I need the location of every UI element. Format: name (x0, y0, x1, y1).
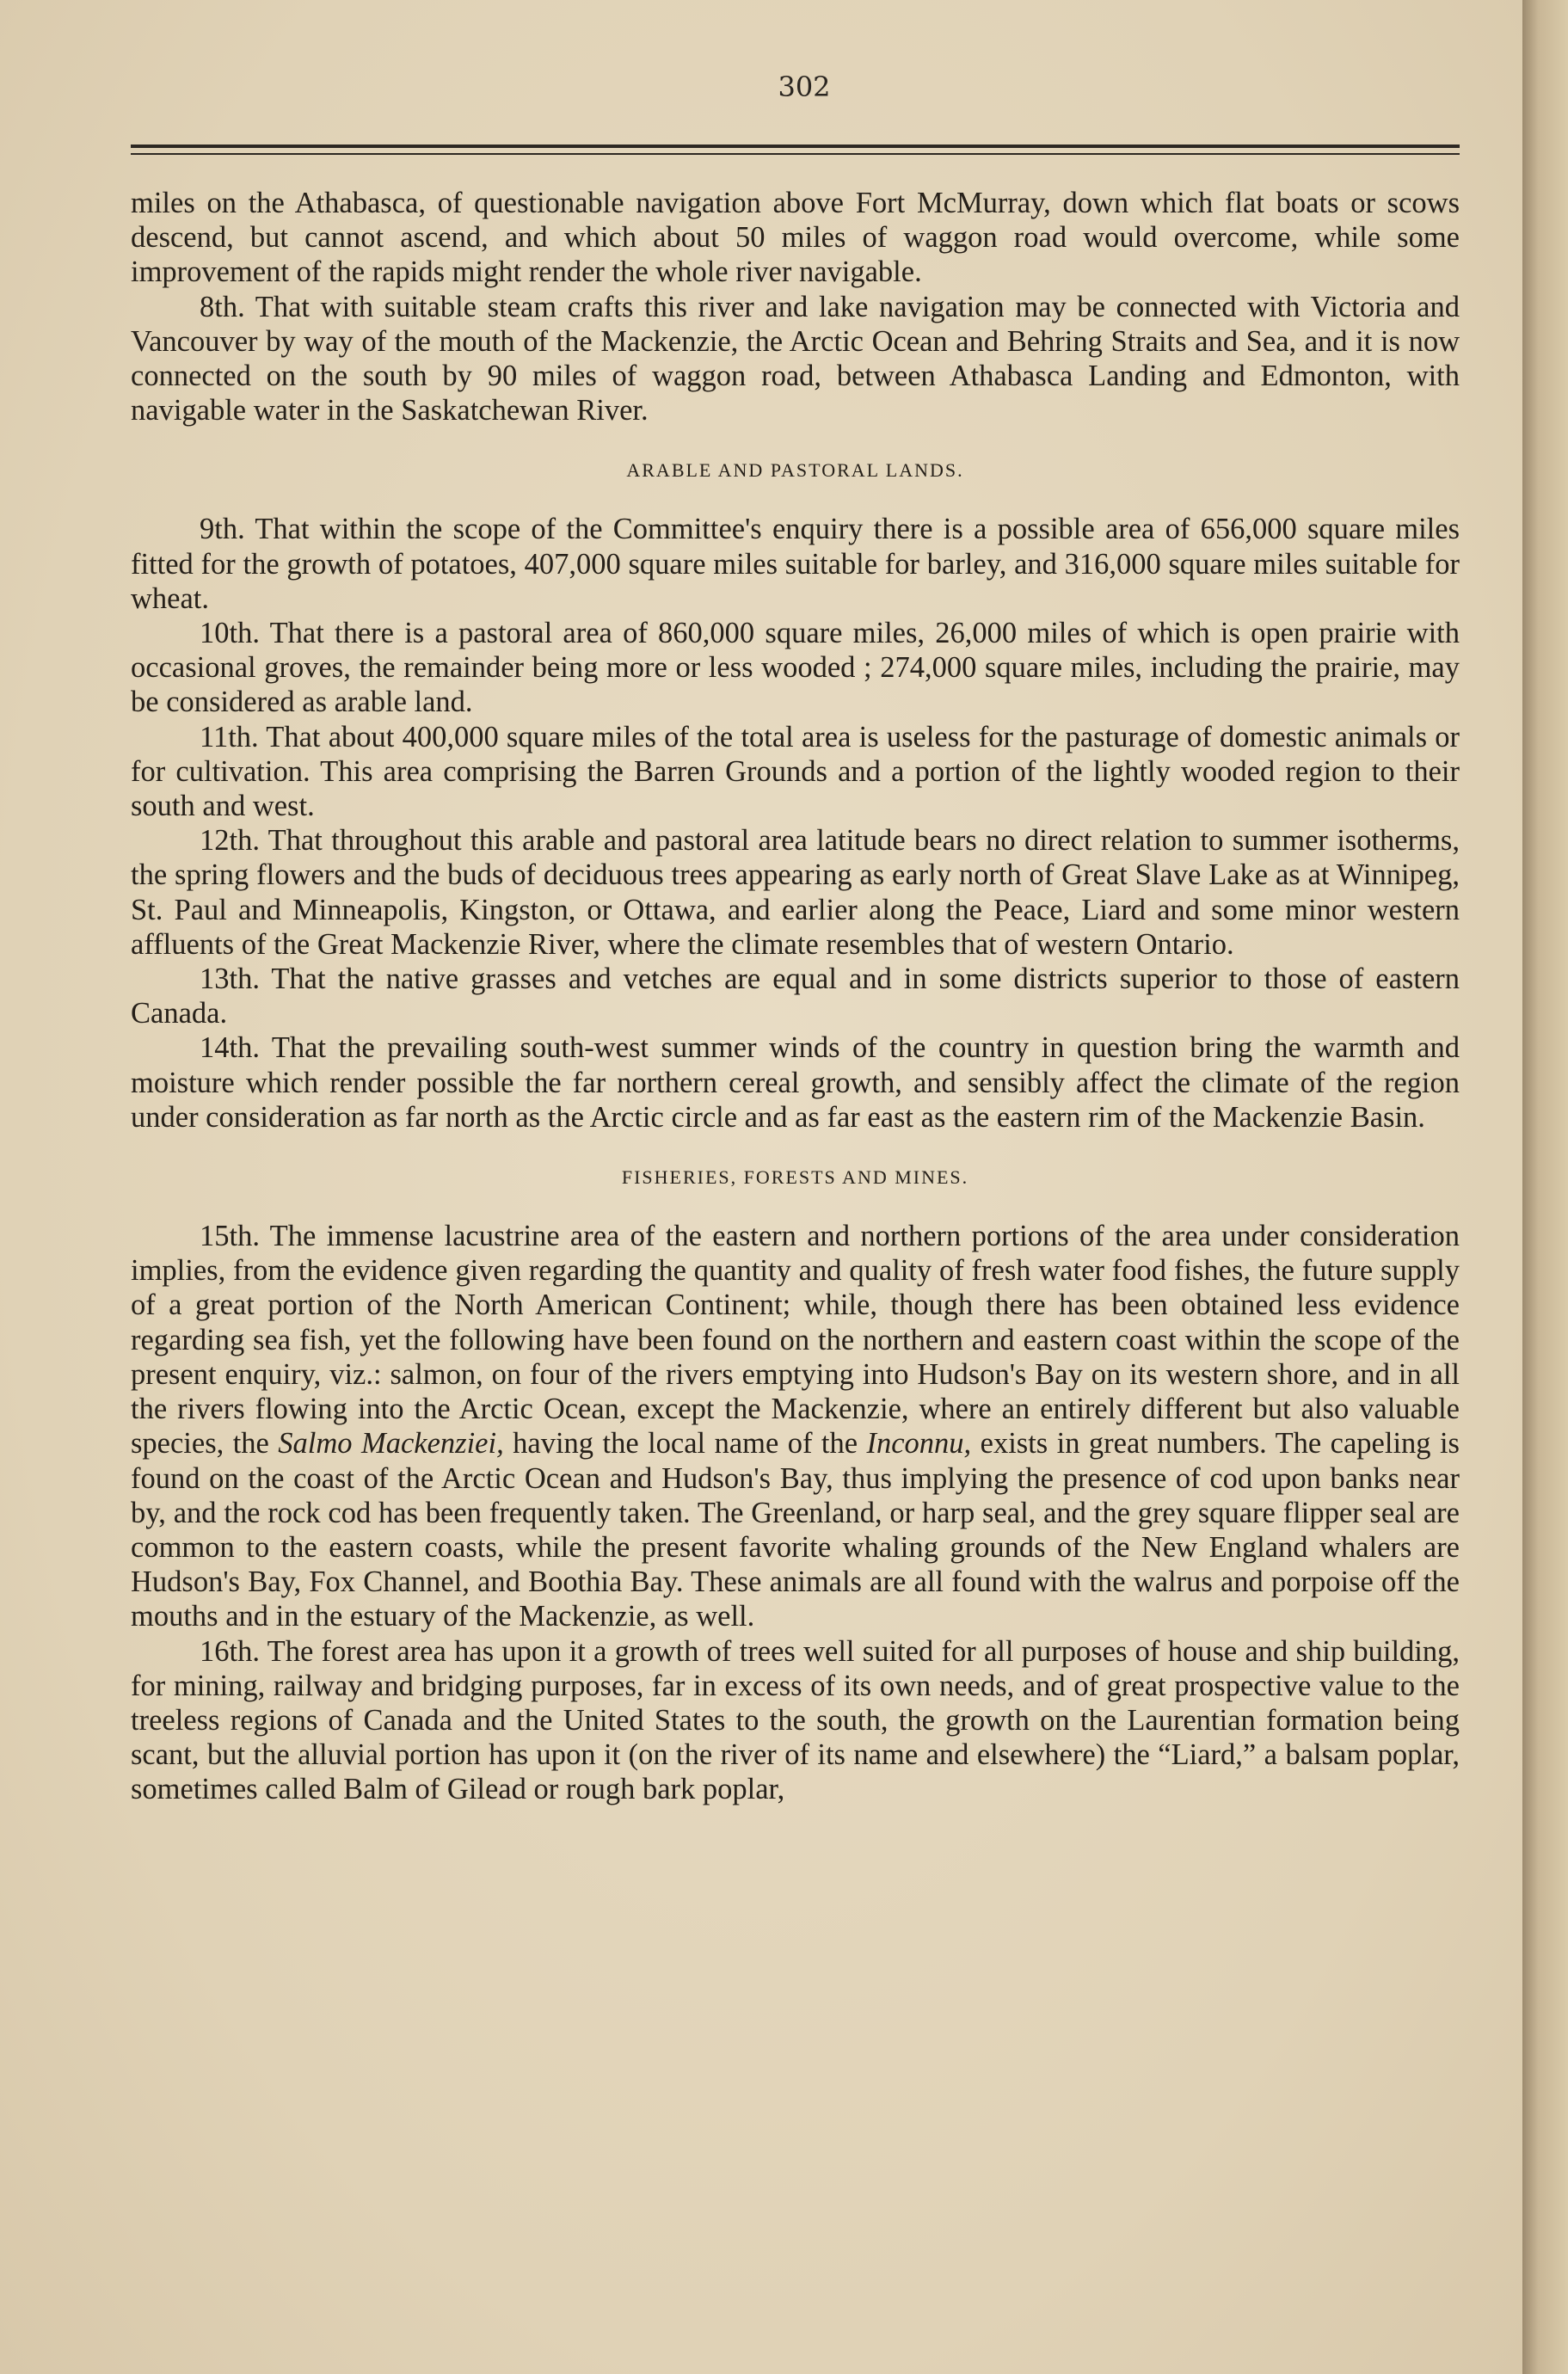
body-text (131, 186, 1460, 1807)
paragraph-15th-part1: 15th. The immense lacustrine area of the eastern and northern portions of the area under consideration implies, from the evidence given regarding the quantity and quality of fresh water food fishes, the future supply of a great portion of the North American Continent; while, though there has been obtained less evidence regarding sea fish, yet the following have been found on the northern and eastern coast within the scope of the present enquiry, viz.: salmon, on four of the rivers emptying into Hudson's Bay on its western shore, and in all the rivers flowing into the Arctic Ocean, except the Mackenzie, where an entirely different but also valuable species, the (131, 1220, 1460, 1461)
paragraph-15th (131, 1219, 1460, 1633)
section-heading-arable: ARABLE AND PASTORAL LANDS. (626, 459, 964, 482)
paragraph-16th: 16th. The forest area has upon it a growth of trees well suited for all purposes of house and ship building, for mining, railway and bridging purposes, far in excess of its own needs, and of great prospective value to the treeless regions of Canada and the United States to the south, the growth on the Laurentian formation being scant, but the alluvial portion has upon it (on the river of its name and elsewhere) the “Liard,” a balsam poplar, sometimes called Balm of Gilead or rough bark poplar, (131, 1634, 1460, 1806)
species-name-inconnu: Inconnu, (866, 1427, 972, 1461)
paragraph-14th: 14th. That the prevailing south-west summer winds of the country in question bring the warmth and moisture which render possible the far northern cereal growth, and sensibly affect the climate of the region under consideration as far north as the Arctic circle and as far east as the eastern rim of the Mackenzie Basin. (131, 1031, 1460, 1134)
paragraph-15th-part2: having the local name of the (503, 1427, 867, 1461)
paragraph-10th: 10th. That there is a pastoral area of 860,000 square miles, 26,000 miles of which is open prairie with occasional groves, the remainder being more or less wooded ; 274,000 square miles, including the prairie, may be considered as arable land. (131, 617, 1460, 719)
paragraph-13th: 13th. That the native grasses and vetches are equal and in some districts superior to those of eastern Canada. (131, 963, 1460, 1030)
paragraph-continued: miles on the Athabasca, of questionable navigation above Fort McMurray, down which flat boats or scows descend, but cannot ascend, and which about 50 miles of waggon road would overcome, while some improvement of the rapids might render the whole river navigable. (131, 187, 1460, 289)
page-number: 302 (778, 71, 831, 103)
section-heading-fisheries: FISHERIES, FORESTS AND MINES. (621, 1166, 969, 1189)
paragraph-8th: 8th. That with suitable steam crafts this river and lake navigation may be connected with Victoria and Vancouver by way of the mouth of the Mackenzie, the Arctic Ocean and Behring Straits and Sea, and it is now connected on the south by 90 miles of waggon road, between Athabasca Landing and Edmonton, with navigable water in the Saskatchewan River. (131, 290, 1460, 427)
paragraph-11th: 11th. That about 400,000 square miles of the total area is useless for the pasturage of domestic animals or for cultivation. This area comprising the Barren Grounds and a portion of the lightly wooded region to their south and west. (131, 720, 1460, 823)
paragraph-9th: 9th. That within the scope of the Committee's enquiry there is a possible area of 656,000 square miles fitted for the growth of potatoes, 407,000 square miles suitable for barley, and 316,000 square miles suitable for wheat. (131, 513, 1460, 615)
species-name-salmo: Salmo Mackenziei, (278, 1427, 504, 1461)
header-rule (131, 145, 1460, 148)
paragraph-15th-part3: exists in great numbers. The capeling is found on the coast of the Arctic Ocean and Hudson's Bay, thus implying the presence of cod upon banks near by, and the rock cod has been frequently taken. The Greenland, or harp seal, and the grey square flipper seal are common to the eastern coasts, while the present favorite whaling grounds of the New England whalers are Hudson's Bay, Fox Channel, and Boothia Bay. These animals are all found with the walrus and porpoise off the mouths and in the estuary of the Mackenzie, as well. (131, 1427, 1460, 1633)
paragraph-12th: 12th. That throughout this arable and pastoral area latitude bears no direct relation to summer isotherms, the spring flowers and the buds of deciduous trees appearing as early north of Great Slave Lake as at Winnipeg, St. Paul and Minneapolis, Kingston, or Ottawa, and earlier along the Peace, Liard and some minor western affluents of the Great Mackenzie River, where the climate resembles that of western Ontario. (131, 824, 1460, 961)
book-gutter (1522, 0, 1568, 2374)
header-rule-thin (131, 153, 1460, 155)
